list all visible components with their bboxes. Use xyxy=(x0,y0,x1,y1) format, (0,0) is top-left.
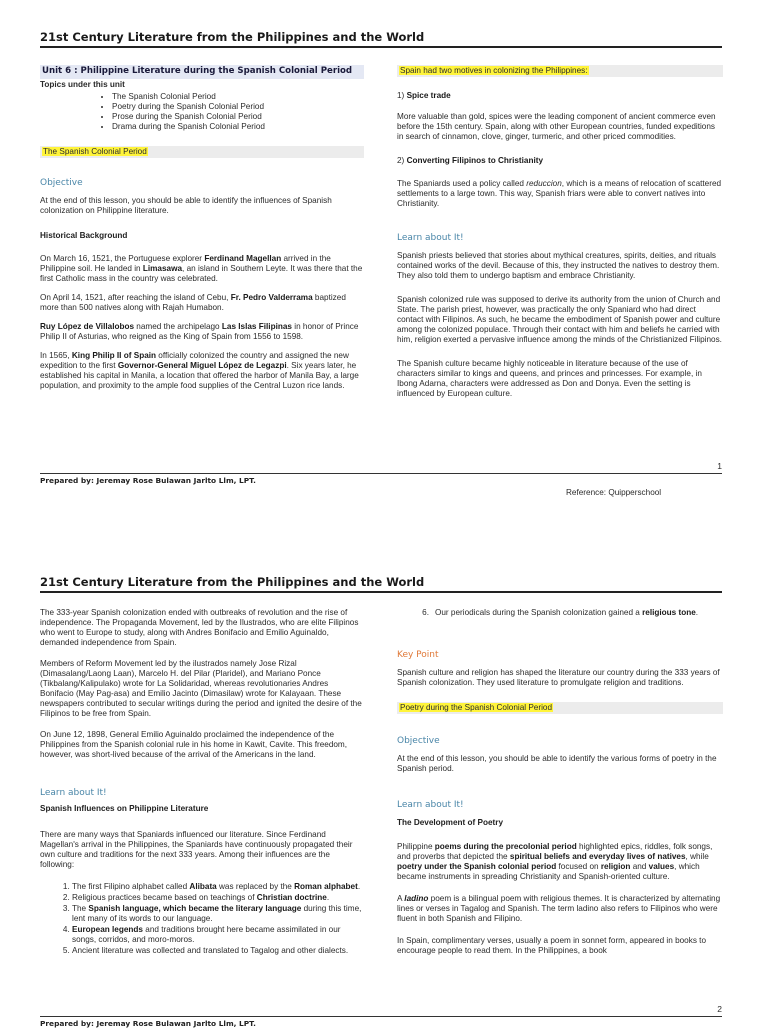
document-page-2 xyxy=(0,545,768,1028)
list-item: 4. European legends and traditions brought here became assimilated in our songs, corridos, and moro-moros. xyxy=(72,925,364,945)
page-gap xyxy=(0,515,768,545)
paragraph: The Spaniards used a policy called reduccion, which is a means of relocation of scattered settlements to a large town. This way, Spanish friars were able to convert natives into Christianity. xyxy=(397,179,722,208)
learn-heading: Learn about It! xyxy=(40,788,107,798)
left-column xyxy=(40,608,364,964)
right-column xyxy=(397,608,723,965)
objective-text: At the end of this lesson, you should be able to identify the influences of Spanish colonization on Philippine literature. xyxy=(40,195,332,215)
key-point-heading: Key Point xyxy=(397,650,439,660)
page-title: 21st Century Literature from the Philippines and the World xyxy=(40,30,722,48)
paragraph: Ruy López de Villalobos named the archipelago Las Islas Filipinas in honor of Prince Philip II of Asturias, who reigned as the King of Spain from 1556 to 1598. xyxy=(40,321,359,341)
paragraph: Spanish colonized rule was supposed to derive its authority from the union of Church and State. The parish priest, however, was practically the only Spaniard who had direct contact with Filipinos. As such, he became the embodiment of Spanish power and culture among the colonized populace. Through their contact with him and beliefs he carried with him, religion exerted a pervasive influence among the minds of the Christianized Filipinos. xyxy=(397,295,722,344)
objective-text: At the end of this lesson, you should be able to identify the various forms of poetry in the Spanish period. xyxy=(397,754,717,773)
prepared-by: Prepared by: Jeremay Rose Bulawan Jarlto Llm, LPT. xyxy=(40,476,256,485)
list-item: 5. Ancient literature was collected and translated to Tagalog and other dialects. xyxy=(72,946,364,956)
paragraph: On April 14, 1521, after reaching the island of Cebu, Fr. Pedro Valderrama baptized more than 500 natives along with Rajah Humabon. xyxy=(40,292,346,312)
paragraph: Philippine poems during the precolonial period highlighted epics, riddles, folk songs, and proverbs that depicted the spiritual beliefs and everyday lives of natives, while poetry under the Spanish colonial period focused on religion and values, which became instruments in spreading Christianity and Spanish-oriented culture. xyxy=(397,842,713,881)
motive-1-heading: 1) Spice trade xyxy=(397,91,451,100)
section-bar xyxy=(397,65,723,77)
topics-label: Topics under this unit xyxy=(40,79,125,89)
paragraph: More valuable than gold, spices were the leading component of ancient commerce even before the 15th century. Spain, along with other European countries, funded expeditions in search of cinnamon, clove, ginger, turmeric, and other priced commodities. xyxy=(397,112,716,141)
paragraph: Members of Reform Movement led by the ilustrados namely Jose Rizal (Dimasalang/Laong Laan), Marcelo H. del Pilar (Plaridel), and Mariano Ponce (Tikbalang/Kalipulako) wrote for La Solidaridad, whereas revolutionaries Andres Bonifacio (May Pag-asa) and Emilio Jacinto (Dimasilaw) wrote for Kalayaan. These newspapers contributed to secular writings during the period and ignited the desire of the Filipinos to be free from Spain. xyxy=(40,659,362,718)
reference: Reference: Quipperschool xyxy=(566,488,662,497)
footer-rule xyxy=(40,473,722,474)
prepared-by: Prepared by: Jeremay Rose Bulawan Jarlto Llm, LPT. xyxy=(40,1019,256,1028)
paragraph: A ladino poem is a bilingual poem with religious themes. It is characterized by alternating lines or verses in Tagalog and Spanish. The term ladino also refers to Filipinos who were fluent in both Spanish and Filipino. xyxy=(397,894,721,923)
page-number: 1 xyxy=(717,461,722,471)
poetry-heading: Poetry during the Spanish Colonial Period xyxy=(400,703,553,712)
right-column xyxy=(397,65,723,408)
objective-heading: Objective xyxy=(397,736,440,746)
paragraph: In 1565, King Philip II of Spain officially colonized the country and assigned the new expedition to the first Governor-General Miguel López de Legazpi. Six years later, he established his capital in Manila, a location that offered the harbor of Manila Bay, a large population, and proximity to the ample food supplies of the Central Luzon rice lands. xyxy=(40,350,359,390)
learn-heading: Learn about It! xyxy=(397,800,464,810)
paragraph: The 333-year Spanish colonization ended with outbreaks of revolution and the rise of independence. The Propaganda Movement, led by the Ilustrados, who are elite Filipinos who went to Europe to study, along with Andres Bonifacio and Emilio Aguinaldo, demanded independence from Spain. xyxy=(40,608,359,647)
historical-background-heading: Historical Background xyxy=(40,230,128,240)
paragraph: There are many ways that Spaniards influenced our literature. Since Ferdinand Magellan's arrival in the Philippines, the Spaniards have continuously propagated their own culture and traditions for the next 333 years. Among their influences are the following: xyxy=(40,830,353,869)
page-number: 2 xyxy=(717,1004,722,1014)
list-item: 6. Our periodicals during the Spanish colonization gained a religious tone. xyxy=(422,608,699,617)
paragraph: Spanish priests believed that stories about mythical creatures, spirits, deities, and rituals contained works of the devil. Because of this, they instructed the natives to destroy them. They also told them to undergo baptism and embrace Christianity. xyxy=(397,251,720,280)
objective-heading: Objective xyxy=(40,177,83,188)
paragraph: On March 16, 1521, the Portuguese explorer Ferdinand Magellan arrived in the Philippine soil. He landed in Limasawa, an island in Southern Leyte. It was there that the first Catholic mass in the country was celebrated. xyxy=(40,253,363,283)
list-item: • The Spanish Colonial Period xyxy=(112,92,364,102)
list-item: • Drama during the Spanish Colonial Period xyxy=(112,122,364,132)
spanish-period-heading: The Spanish Colonial Period xyxy=(43,146,147,156)
list-item: 3. The Spanish language, which became the literary language during this time, lent many of its words to our language. xyxy=(72,904,364,924)
development-heading: The Development of Poetry xyxy=(397,818,504,827)
list-item: • Prose during the Spanish Colonial Period xyxy=(112,112,364,122)
section-bar xyxy=(40,146,364,158)
motive-2-heading: 2) Converting Filipinos to Christianity xyxy=(397,156,544,165)
topics-list xyxy=(40,92,364,132)
section-bar xyxy=(397,702,723,714)
paragraph: The Spanish culture became highly noticeable in literature because of the use of characters similar to kings and queens, and princes and princesses. For example, in Ibong Adarna, characters were addressed as Don and Donya. Even the setting is influenced by European culture. xyxy=(397,359,702,398)
footer-rule xyxy=(40,1016,722,1017)
learn-heading: Learn about It! xyxy=(397,233,464,243)
list-item: 2. Religious practices became based on teachings of Christian doctrine. xyxy=(72,893,364,903)
motives-heading: Spain had two motives in colonizing the Philippines: xyxy=(400,66,588,75)
list-item: 1. The first Filipino alphabet called Alibata was replaced by the Roman alphabet. xyxy=(72,882,364,892)
paragraph: Spanish culture and religion has shaped the literature our country during the 333 years of Spanish colonization. They used literature to promulgate religion and traditions. xyxy=(397,668,720,687)
influences-list xyxy=(40,882,364,956)
left-column xyxy=(40,65,364,400)
paragraph: On June 12, 1898, General Emilio Aguinaldo proclaimed the independence of the Philippines from the Spanish colonial rule in his home in Kawit, Cavite. This freedom, however, was short-lived because of the arrival of the Americans in the land. xyxy=(40,730,348,759)
unit-heading: Unit 6 : Philippine Literature during the Spanish Colonial Period xyxy=(40,65,364,79)
influences-heading: Spanish Influences on Philippine Literature xyxy=(40,804,209,813)
list-item: • Poetry during the Spanish Colonial Period xyxy=(112,102,364,112)
page-title: 21st Century Literature from the Philippines and the World xyxy=(40,575,722,593)
paragraph: In Spain, complimentary verses, usually a poem in sonnet form, appeared in books to encourage people to read them. In the Philippines, a book xyxy=(397,936,707,955)
